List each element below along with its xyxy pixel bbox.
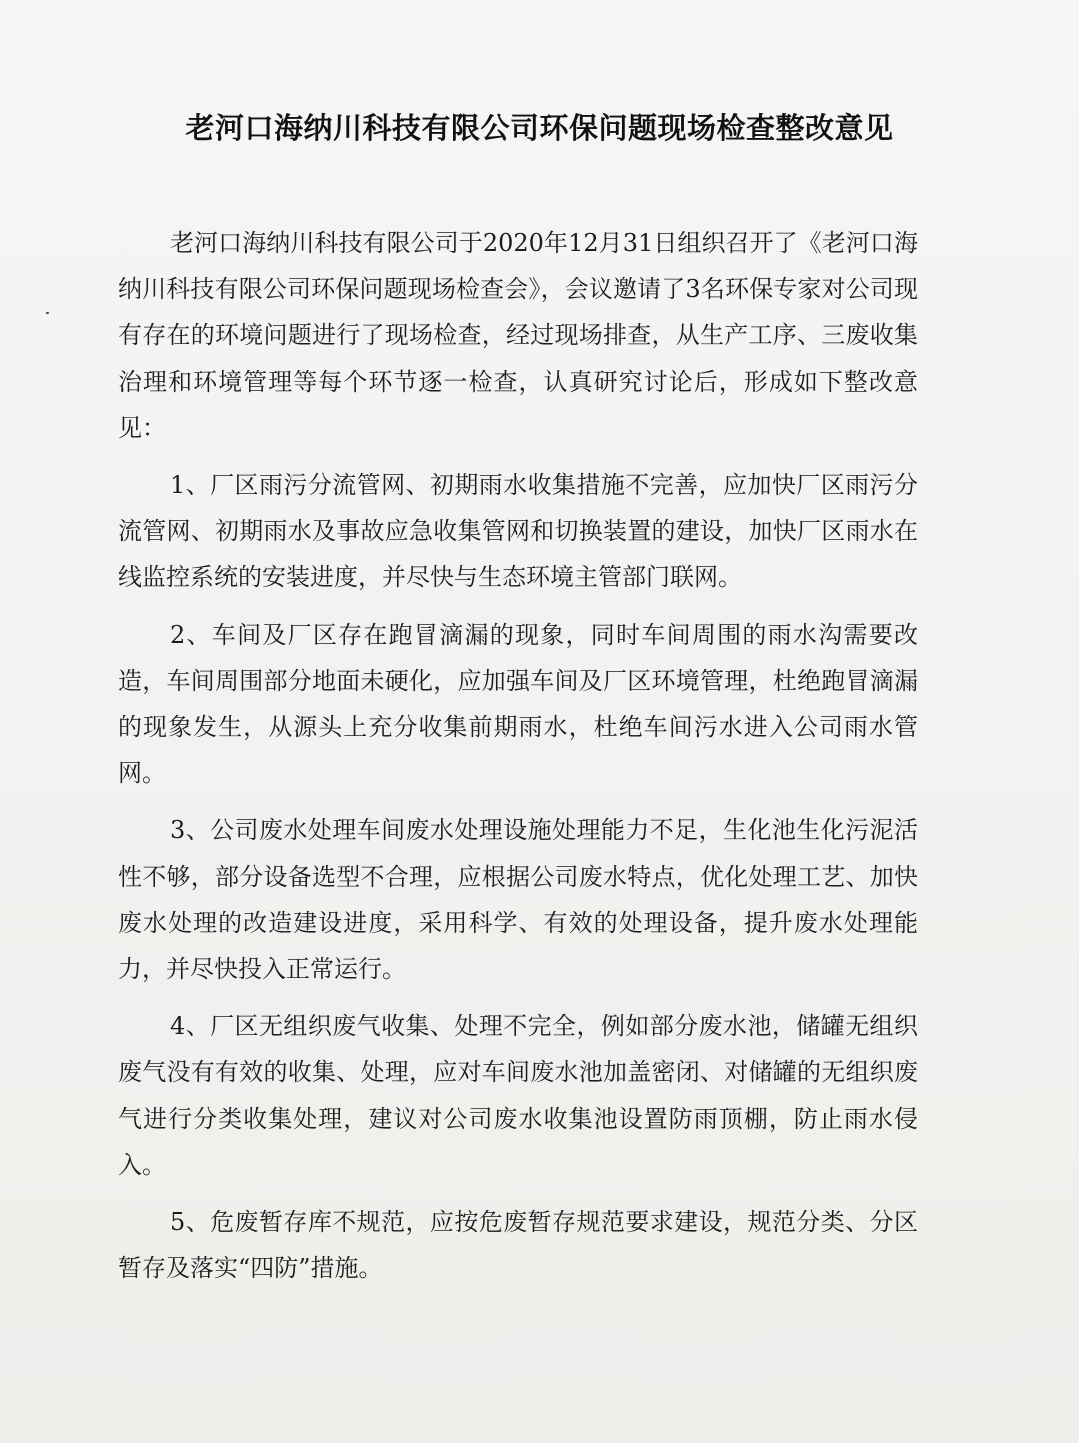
intro-paragraph: 老河口海纳川科技有限公司于2020年12月31日组织召开了《老河口海纳川科技有限公司环保问题现场检查会》，会议邀请了3名环保专家对公司现有存在的环境问题进行了现场检查，经过现场排查，从生产工序、三废收集治理和环境管理等每个环节逐一检查，认真研究讨论后，形成如下整改意见： (118, 229, 918, 442)
document-title: 老河口海纳川科技有限公司环保问题现场检查整改意见 (185, 111, 894, 145)
document-body (118, 220, 918, 1291)
item-paragraph-3: 3、公司废水处理车间废水处理设施处理能力不足，生化池生化污泥活性不够，部分设备选型不合理，应根据公司废水特点，优化处理工艺、加快废水处理的改造建设进度，采用科学、有效的处理设备，提升废水处理能力，并尽快投入正常运行。 (118, 816, 918, 984)
item-paragraph-4: 4、厂区无组织废气收集、处理不完全，例如部分废水池，储罐无组织废气没有有效的收集、处理，应对车间废水池加盖密闭、对储罐的无组织废气进行分类收集处理，建议对公司废水收集池设置防雨顶棚，防止雨水侵入。 (118, 1012, 918, 1179)
item-paragraph-1: 1、厂区雨污分流管网、初期雨水收集措施不完善，应加快厂区雨污分流管网、初期雨水及事故应急收集管网和切换装置的建设，加快厂区雨水在线监控系统的安装进度，并尽快与生态环境主管部门联网。 (118, 471, 918, 592)
item-paragraph-5: 5、危废暂存库不规范，应按危废暂存规范要求建设，规范分类、分区暂存及落实“四防”措施。 (118, 1208, 918, 1283)
item-paragraph-2: 2、车间及厂区存在跑冒滴漏的现象，同时车间周围的雨水沟需要改造，车间周围部分地面未硬化，应加强车间及厂区环境管理，杜绝跑冒滴漏的现象发生，从源头上充分收集前期雨水，杜绝车间污水进入公司雨水管网。 (118, 620, 918, 788)
paper-speck (46, 312, 49, 314)
